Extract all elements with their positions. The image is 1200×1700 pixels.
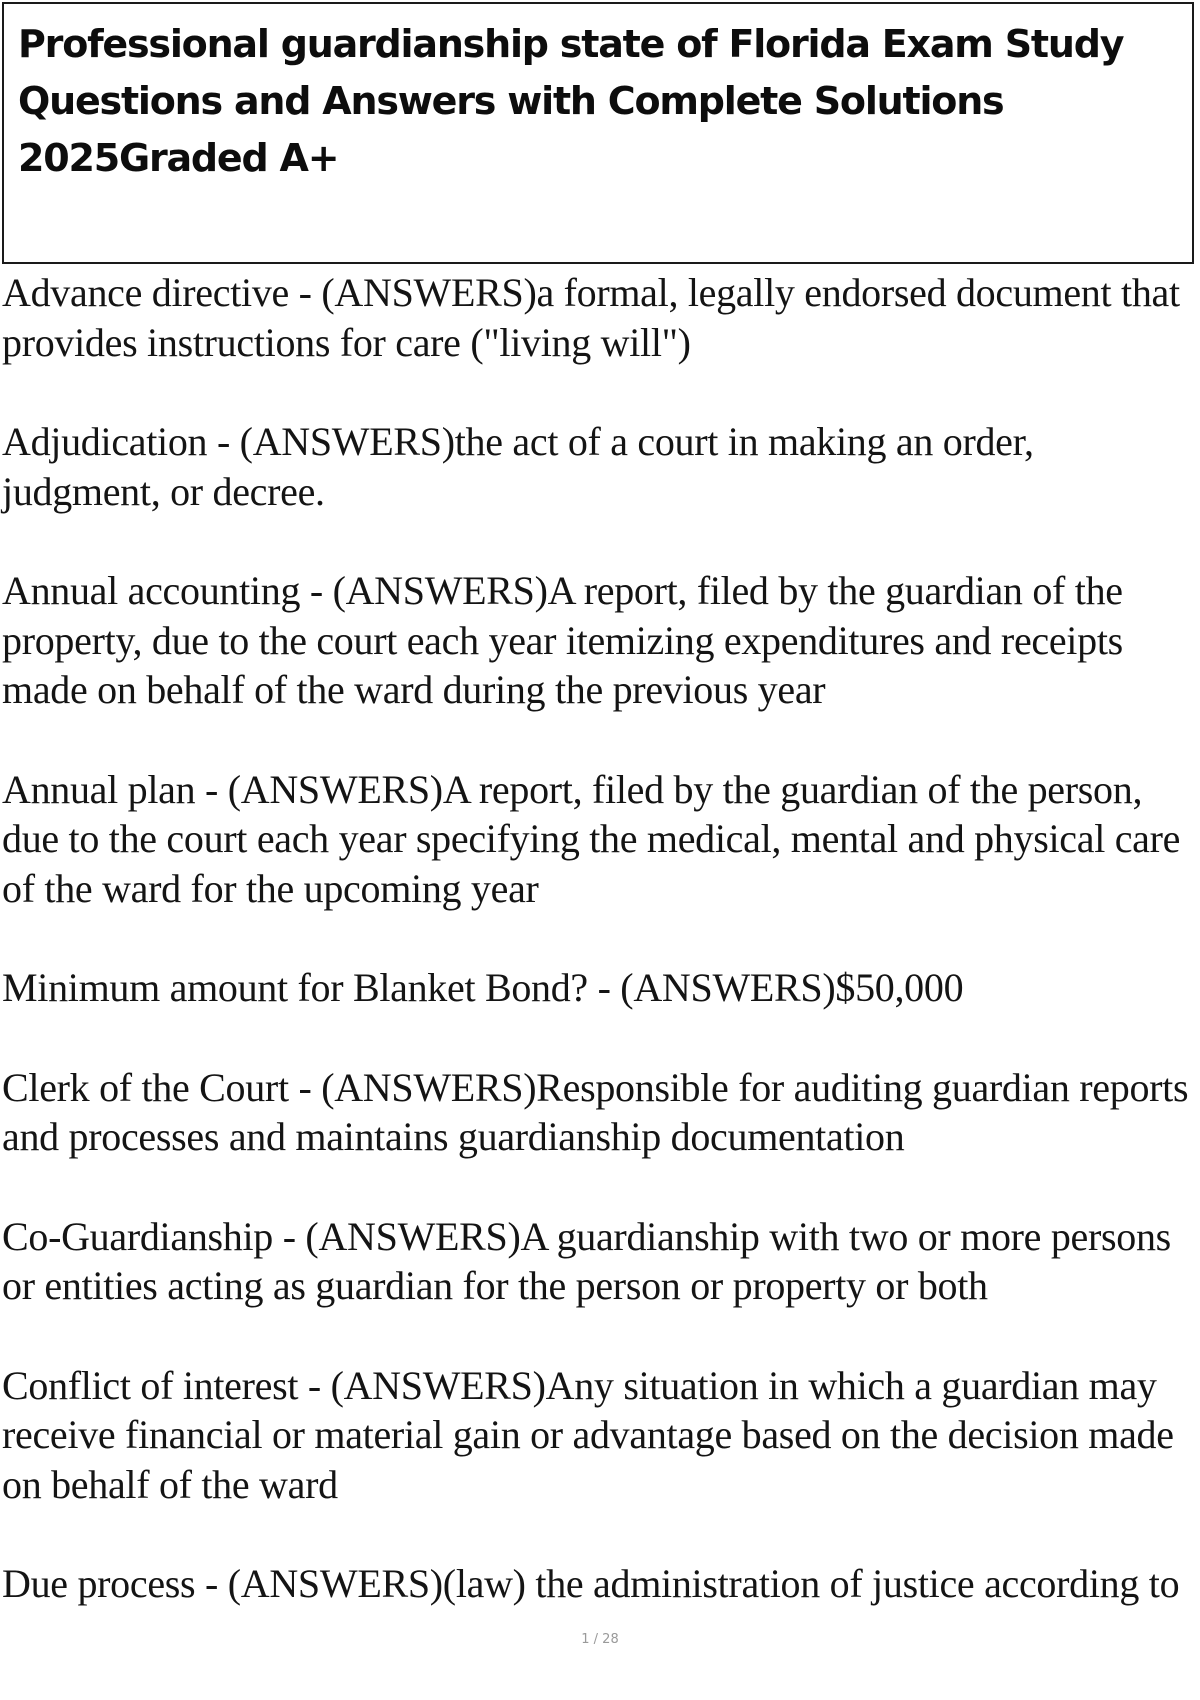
title-box xyxy=(2,2,1194,264)
definition-entry: Due process - (ANSWERS)(law) the administration of justice according to xyxy=(2,1561,1180,1606)
definition-entry: Clerk of the Court - (ANSWERS)Responsible for auditing guardian reports and processes and maintains guardianship documentation xyxy=(2,1064,1189,1159)
page-number: 1 / 28 xyxy=(581,1632,619,1647)
definition-entry: Co-Guardianship - (ANSWERS)A guardianship with two or more persons or entities acting as guardian for the person or property or both xyxy=(2,1213,1171,1308)
definition-entry: Annual accounting - (ANSWERS)A report, filed by the guardian of the property, due to the court each year itemizing expenditures and receipts made on behalf of the ward during the previous year xyxy=(2,568,1123,712)
definition-entry: Conflict of interest - (ANSWERS)Any situation in which a guardian may receive financial or material gain or advantage based on the decision made on behalf of the ward xyxy=(2,1362,1174,1507)
definition-entry: Advance directive - (ANSWERS)a formal, legally endorsed document that provides instructions for care ("living will") xyxy=(2,270,1180,365)
definition-list xyxy=(2,268,1198,1659)
document-title: Professional guardianship state of Florida Exam Study Questions and Answers with Complete Solutions 2025Graded A+ xyxy=(18,22,1124,180)
definition-entry: Adjudication - (ANSWERS)the act of a court in making an order, judgment, or decree. xyxy=(2,419,1034,514)
definition-entry: Minimum amount for Blanket Bond? - (ANSWERS)$50,000 xyxy=(2,965,964,1010)
definition-entry: Annual plan - (ANSWERS)A report, filed by the guardian of the person, due to the court each year specifying the medical, mental and physical care of the ward for the upcoming year xyxy=(2,766,1181,911)
